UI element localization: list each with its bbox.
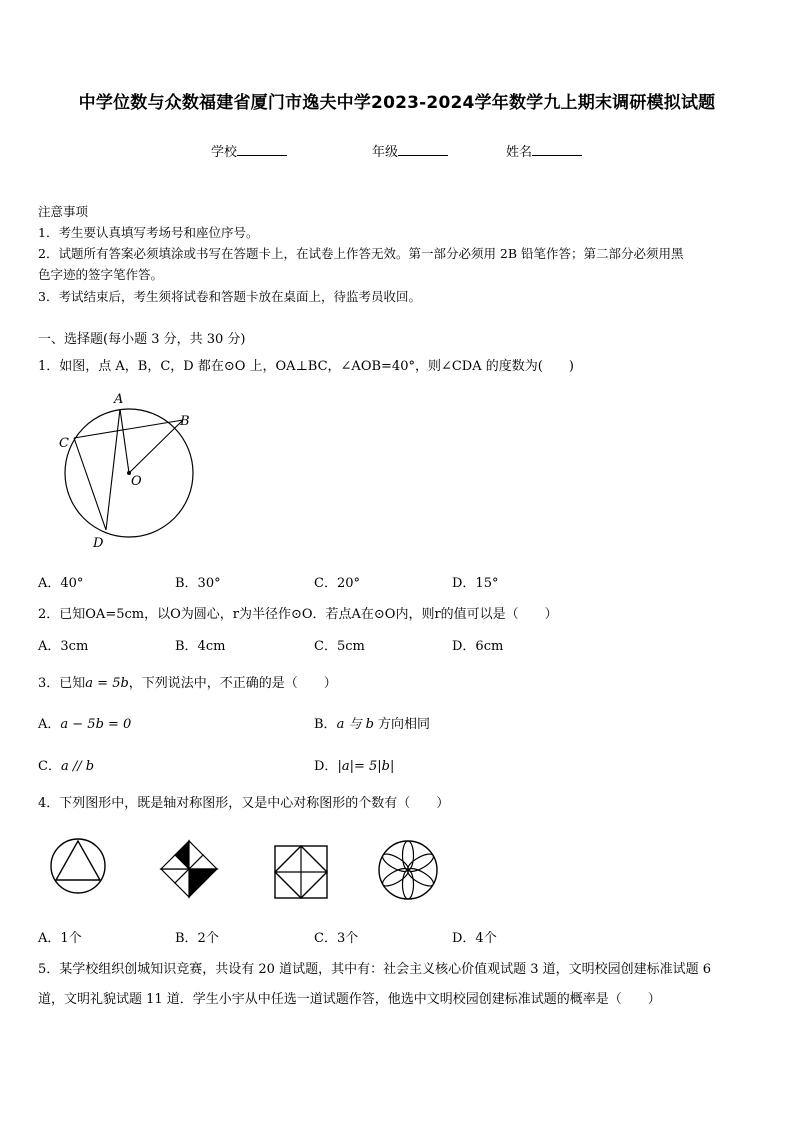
q3-text-post: ，下列说法中，不正确的是（ ） (128, 676, 337, 691)
q1-option-b[interactable]: B．30° (175, 576, 221, 591)
q1-option-d[interactable]: D．15° (452, 576, 499, 591)
label-d: D (93, 536, 104, 551)
q3-option-d[interactable] (314, 755, 394, 774)
q3-option-b[interactable] (314, 713, 430, 732)
q3-text-pre: 3．已知 (38, 676, 86, 691)
name-field (506, 141, 582, 160)
q4-option-a[interactable]: A．1个 (38, 931, 82, 946)
note-item: 1．考生要认真填写考场号和座位序号。 (38, 225, 259, 240)
name-label: 姓名 (506, 145, 533, 160)
circle-inscribed-triangle-icon (50, 836, 106, 896)
q2-option-b[interactable]: B．4cm (175, 639, 226, 654)
grade-field (372, 141, 448, 160)
question-4-text: 4．下列图形中，既是轴对称图形，又是中心对称图形的个数有（ ） (38, 796, 450, 811)
q4-option-b[interactable]: B．2个 (175, 931, 219, 946)
q3-option-a[interactable] (38, 713, 131, 732)
grade-label: 年级 (372, 145, 399, 160)
school-label: 学校 (211, 145, 238, 160)
name-blank[interactable] (532, 143, 582, 156)
question-3-text (38, 672, 337, 691)
note-item: 2．试题所有答案必须填涂或书写在答题卡上，在试卷上作答无效。第一部分必须用 2B 铅笔作答；第二部分必须用黑 (38, 246, 684, 261)
option-math: a − 5b = 0 (60, 717, 132, 732)
option-letter: B． (314, 717, 337, 732)
q2-option-a[interactable]: A．3cm (38, 639, 89, 654)
option-math: |a|= 5|b| (337, 759, 395, 774)
option-math: a // b (60, 759, 95, 774)
circle-flower-icon (377, 839, 439, 901)
notes-heading: 注意事项 (38, 204, 89, 219)
q4-option-c[interactable]: C．3个 (314, 931, 359, 946)
label-b: B (180, 414, 190, 429)
q1-option-c[interactable]: C．20° (314, 576, 360, 591)
school-field (211, 141, 287, 160)
question-5-line-1: 5．某学校组织创城知识竞赛，共设有 20 道试题，其中有：社会主义核心价值观试题 3 道，文明校园创建标准试题 6 (38, 962, 712, 977)
q2-option-d[interactable]: D．6cm (452, 639, 504, 654)
label-a: A (114, 392, 124, 407)
q3-option-c[interactable] (38, 755, 94, 774)
option-suffix: 方向相同 (373, 717, 431, 732)
option-math: a 与 b (336, 717, 374, 732)
school-blank[interactable] (237, 143, 287, 156)
section-heading: 一、选择题(每小题 3 分，共 30 分) (38, 332, 246, 347)
q2-option-c[interactable]: C．5cm (314, 639, 365, 654)
q1-circle-figure (50, 385, 200, 555)
pinwheel-icon (158, 838, 220, 900)
question-2-text: 2．已知OA=5cm，以O为圆心，r为半径作⊙O．若点A在⊙O内，则r的值可以是（ ） (38, 607, 558, 622)
grade-blank[interactable] (398, 143, 448, 156)
option-letter: C． (38, 759, 61, 774)
question-1-text: 1．如图，点 A，B，C，D 都在⊙O 上，OA⊥BC，∠AOB=40°，则∠CDA 的度数为( ) (38, 359, 574, 374)
label-o: O (131, 474, 142, 489)
q1-option-a[interactable]: A．40° (38, 576, 84, 591)
q3-math-expression: a = 5b (85, 676, 129, 691)
square-with-diamond-icon (273, 844, 329, 900)
label-c: C (59, 436, 69, 451)
exam-title: 中学位数与众数福建省厦门市逸夫中学2023-2024学年数学九上期末调研模拟试题 (78, 93, 716, 113)
note-item: 3．考试结束后，考生须将试卷和答题卡放在桌面上，待监考员收回。 (38, 289, 421, 304)
note-item: 色字迹的签字笔作答。 (38, 267, 164, 282)
option-letter: A． (38, 717, 61, 732)
q4-option-d[interactable]: D．4个 (452, 931, 497, 946)
question-5-line-2: 道，文明礼貌试题 11 道．学生小宇从中任选一道试题作答，他选中文明校园创建标准试题的概率是（ ） (38, 992, 661, 1007)
option-letter: D． (314, 759, 338, 774)
